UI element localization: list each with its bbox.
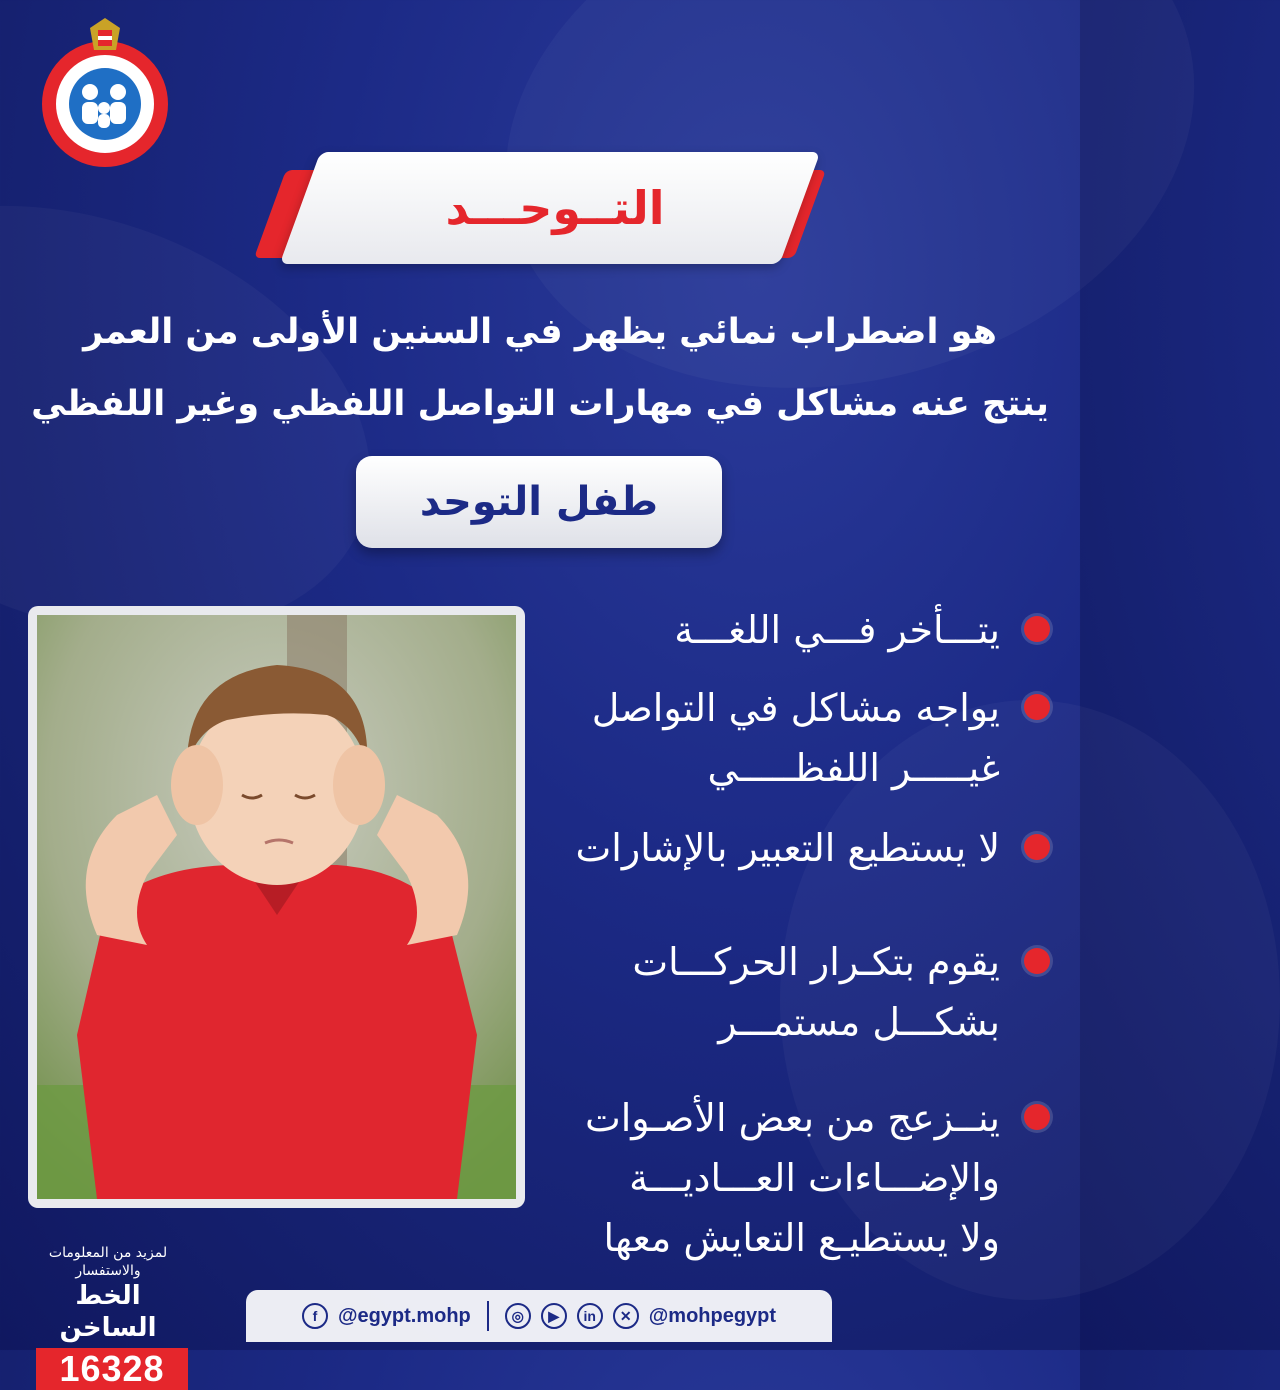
- x-icon[interactable]: ✕: [613, 1303, 639, 1329]
- divider: [487, 1301, 489, 1331]
- symptom-line: يتـــأخر فـــي اللغـــة: [674, 608, 1000, 652]
- instagram-icon[interactable]: ◎: [505, 1303, 531, 1329]
- symptom-line: بشكـــل مستمـــر: [718, 1000, 1000, 1044]
- bullet-icon: [1024, 834, 1050, 860]
- symptom-line: لا يستطيع التعبير بالإشارات: [575, 826, 1000, 870]
- symptom-line: يواجه مشاكل في التواصل: [591, 686, 1000, 730]
- page-title: التــوحـــد: [445, 181, 665, 235]
- child-illustration: [37, 615, 516, 1199]
- photo-frame: [28, 606, 525, 1208]
- list-item: [540, 932, 1050, 1052]
- hotline-caption: لمزيد من المعلومات والاستفسار: [48, 1245, 168, 1279]
- intro-text: [30, 296, 1050, 440]
- hotline-block: [28, 1244, 188, 1390]
- bullet-icon: [1024, 616, 1050, 642]
- symptom-line: والإضـــاءات العـــاديـــة: [629, 1156, 1000, 1200]
- child-photo: [37, 615, 516, 1199]
- facebook-handle[interactable]: @egypt.mohp: [337, 1304, 471, 1327]
- linkedin-icon[interactable]: in: [577, 1303, 603, 1329]
- list-item: [540, 678, 1050, 798]
- social-handle[interactable]: @mohpegypt: [648, 1304, 777, 1327]
- symptom-line: غيـــــر اللفظـــــي: [707, 746, 1000, 790]
- title-badge: [270, 152, 810, 270]
- symptom-line: ينــزعج من بعض الأصـوات: [584, 1096, 1000, 1140]
- subtitle: طفل التوحد: [356, 456, 722, 548]
- bullet-icon: [1024, 948, 1050, 974]
- intro-line-2: ينتج عنه مشاكل في مهارات التواصل اللفظي وغير اللفظي: [31, 384, 1049, 424]
- symptom-line: يقوم بتكـرار الحركـــات: [632, 940, 1000, 984]
- youtube-icon[interactable]: ▶: [541, 1303, 567, 1329]
- hotline-title: الخط الساخن: [59, 1281, 157, 1343]
- list-item: [540, 1088, 1050, 1268]
- hotline-number[interactable]: 16328: [36, 1348, 188, 1390]
- list-item: [540, 600, 1050, 660]
- facebook-icon[interactable]: f: [302, 1303, 328, 1329]
- intro-line-1: هو اضطراب نمائي يظهر في السنين الأولى من العمر: [83, 312, 997, 352]
- list-item: [540, 818, 1050, 878]
- social-bar: [246, 1290, 832, 1342]
- bullet-icon: [1024, 694, 1050, 720]
- ministry-logo: [38, 16, 172, 168]
- bullet-icon: [1024, 1104, 1050, 1130]
- symptom-line: ولا يستطيـع التعايش معها: [603, 1216, 1000, 1260]
